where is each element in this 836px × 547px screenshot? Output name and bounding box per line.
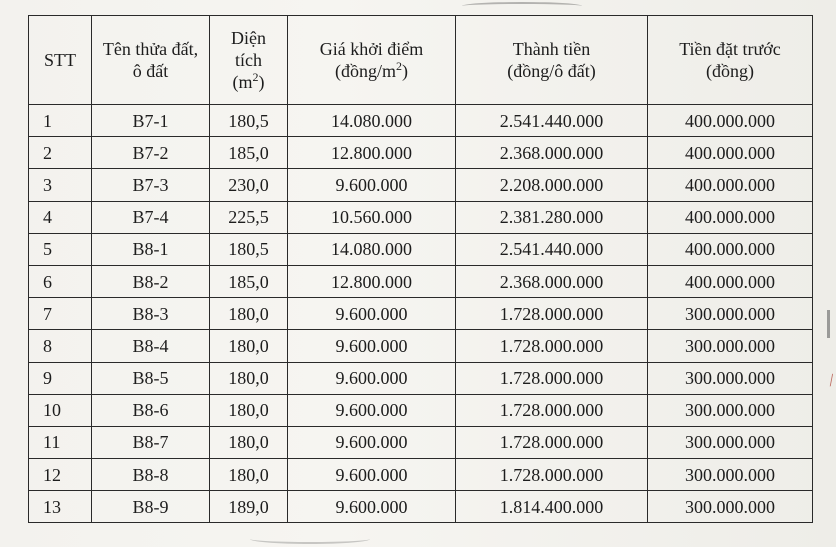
table-row (29, 426, 813, 458)
cell-deposit: 300.000.000 (648, 330, 813, 362)
cell-stt: 13 (29, 491, 92, 523)
cell-total: 1.728.000.000 (456, 330, 648, 362)
table-row (29, 105, 813, 137)
cell-starting-price: 9.600.000 (288, 298, 456, 330)
cell-deposit: 400.000.000 (648, 137, 813, 169)
cell-stt: 10 (29, 394, 92, 426)
header-area-label: Diện tích (231, 28, 266, 70)
cell-total: 1.728.000.000 (456, 426, 648, 458)
cell-stt: 11 (29, 426, 92, 458)
cell-total: 1.728.000.000 (456, 459, 648, 491)
header-starting-price-unit: (đồng/m (335, 61, 396, 81)
cell-stt: 7 (29, 298, 92, 330)
cell-stt: 1 (29, 105, 92, 137)
cell-starting-price: 9.600.000 (288, 459, 456, 491)
cell-stt: 12 (29, 459, 92, 491)
cell-starting-price: 9.600.000 (288, 362, 456, 394)
header-lot-name-label: Tên thửa đất, ô đất (102, 39, 199, 81)
cell-deposit: 300.000.000 (648, 426, 813, 458)
header-stt (29, 16, 92, 105)
margin-mark-bar (827, 310, 830, 338)
cell-stt: 9 (29, 362, 92, 394)
table-row (29, 265, 813, 297)
cell-starting-price: 9.600.000 (288, 394, 456, 426)
cell-deposit: 400.000.000 (648, 169, 813, 201)
cell-total: 2.381.280.000 (456, 201, 648, 233)
cell-total: 1.728.000.000 (456, 298, 648, 330)
cell-starting-price: 9.600.000 (288, 169, 456, 201)
header-stt-label: STT (43, 50, 76, 70)
cell-area: 185,0 (210, 265, 288, 297)
table-row (29, 233, 813, 265)
auction-lot-table (28, 15, 813, 523)
cell-starting-price: 9.600.000 (288, 491, 456, 523)
table-row (29, 394, 813, 426)
cell-starting-price: 10.560.000 (288, 201, 456, 233)
cell-total: 1.728.000.000 (456, 394, 648, 426)
cell-lot-name: B7-4 (92, 201, 210, 233)
cell-lot-name: B8-9 (92, 491, 210, 523)
cell-deposit: 400.000.000 (648, 105, 813, 137)
cell-starting-price: 12.800.000 (288, 265, 456, 297)
cell-total: 2.368.000.000 (456, 265, 648, 297)
table-body (29, 105, 813, 523)
cell-total: 1.814.400.000 (456, 491, 648, 523)
cell-deposit: 400.000.000 (648, 265, 813, 297)
cell-deposit: 300.000.000 (648, 491, 813, 523)
cell-total: 2.541.440.000 (456, 105, 648, 137)
cell-area: 189,0 (210, 491, 288, 523)
cell-total: 2.368.000.000 (456, 137, 648, 169)
cell-lot-name: B8-8 (92, 459, 210, 491)
table-row (29, 491, 813, 523)
header-starting-price-unit-close: ) (402, 61, 408, 81)
cell-area: 180,0 (210, 330, 288, 362)
header-total-label: Thành tiền (512, 39, 591, 59)
cell-total: 2.208.000.000 (456, 169, 648, 201)
cell-area: 180,0 (210, 459, 288, 491)
cell-stt: 8 (29, 330, 92, 362)
cell-lot-name: B7-2 (92, 137, 210, 169)
cell-lot-name: B8-1 (92, 233, 210, 265)
header-area-unit-close: ) (258, 72, 265, 92)
cell-deposit: 300.000.000 (648, 362, 813, 394)
cell-area: 185,0 (210, 137, 288, 169)
cell-area: 180,0 (210, 394, 288, 426)
cell-starting-price: 9.600.000 (288, 330, 456, 362)
cell-stt: 3 (29, 169, 92, 201)
header-lot-name (92, 16, 210, 105)
cell-area: 225,5 (210, 201, 288, 233)
table-row (29, 330, 813, 362)
cell-area: 180,5 (210, 105, 288, 137)
cell-lot-name: B8-7 (92, 426, 210, 458)
table-row (29, 169, 813, 201)
table-header-row (29, 16, 813, 105)
cell-starting-price: 12.800.000 (288, 137, 456, 169)
header-deposit (648, 16, 813, 105)
table-row (29, 201, 813, 233)
cell-lot-name: B8-2 (92, 265, 210, 297)
header-area (210, 16, 288, 105)
cell-stt: 2 (29, 137, 92, 169)
cell-deposit: 400.000.000 (648, 201, 813, 233)
cell-deposit: 300.000.000 (648, 298, 813, 330)
header-starting-price (288, 16, 456, 105)
cell-lot-name: B8-3 (92, 298, 210, 330)
cell-area: 180,0 (210, 362, 288, 394)
header-total-unit: (đồng/ô đất) (507, 61, 596, 81)
cell-starting-price: 14.080.000 (288, 105, 456, 137)
header-total (456, 16, 648, 105)
margin-handwriting-mark: / (827, 369, 836, 391)
cell-total: 2.541.440.000 (456, 233, 648, 265)
header-deposit-unit: (đồng) (706, 61, 754, 81)
cell-area: 180,0 (210, 426, 288, 458)
table-row (29, 137, 813, 169)
table-row (29, 459, 813, 491)
cell-deposit: 300.000.000 (648, 394, 813, 426)
cell-lot-name: B7-3 (92, 169, 210, 201)
cell-stt: 4 (29, 201, 92, 233)
cell-stt: 5 (29, 233, 92, 265)
header-starting-price-unit-sup: 2 (396, 59, 402, 73)
header-area-unit-sup: 2 (252, 70, 259, 84)
cell-starting-price: 9.600.000 (288, 426, 456, 458)
header-deposit-label: Tiền đặt trước (679, 39, 781, 59)
scan-smudge-top (462, 2, 582, 10)
header-starting-price-label: Giá khởi điểm (319, 39, 424, 59)
scan-smudge-bottom (250, 534, 370, 544)
header-area-unit: (m (232, 72, 253, 92)
cell-area: 180,0 (210, 298, 288, 330)
cell-area: 230,0 (210, 169, 288, 201)
cell-deposit: 400.000.000 (648, 233, 813, 265)
cell-lot-name: B8-6 (92, 394, 210, 426)
cell-lot-name: B8-4 (92, 330, 210, 362)
cell-total: 1.728.000.000 (456, 362, 648, 394)
table-row (29, 298, 813, 330)
cell-stt: 6 (29, 265, 92, 297)
cell-lot-name: B8-5 (92, 362, 210, 394)
table-row (29, 362, 813, 394)
cell-area: 180,5 (210, 233, 288, 265)
cell-deposit: 300.000.000 (648, 459, 813, 491)
cell-lot-name: B7-1 (92, 105, 210, 137)
cell-starting-price: 14.080.000 (288, 233, 456, 265)
